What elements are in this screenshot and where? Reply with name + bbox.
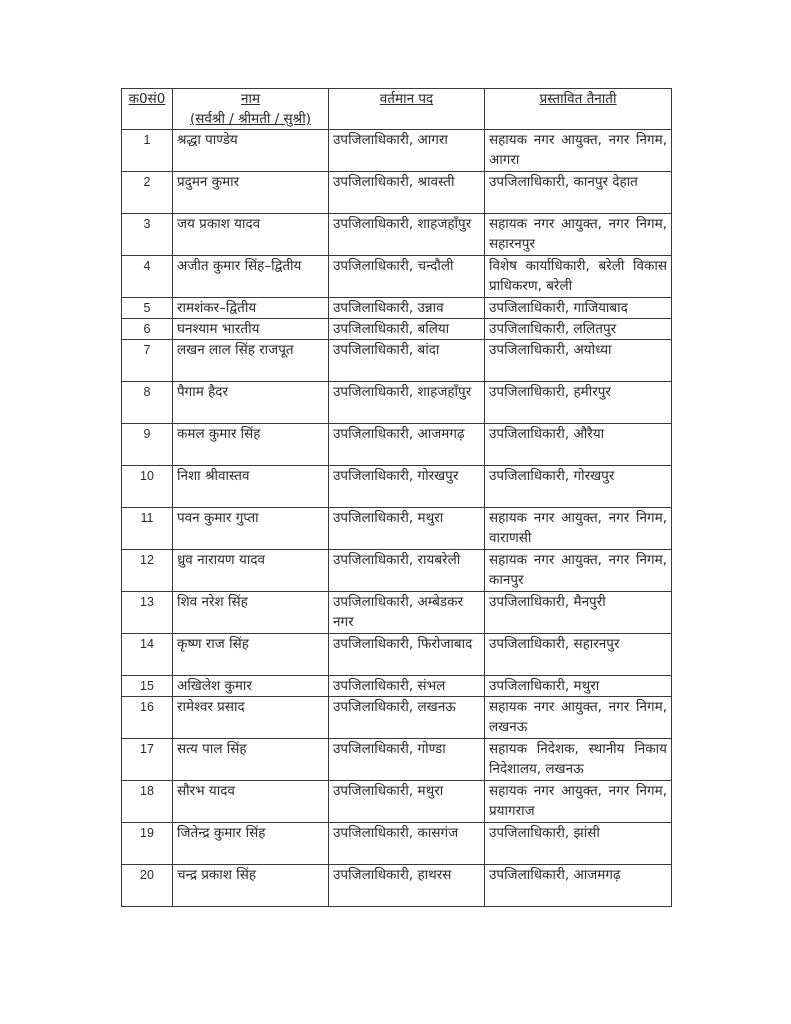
current-post-cell: उपजिलाधिकारी, शाहजहाँपुर xyxy=(329,214,485,256)
name-cell: श्रद्धा पाण्डेय xyxy=(173,130,329,172)
name-cell: निशा श्रीवास्तव xyxy=(173,466,329,508)
name-cell: कृष्ण राज सिंह xyxy=(173,634,329,676)
current-post-cell: उपजिलाधिकारी, चन्दौली xyxy=(329,256,485,298)
serial-cell: 3 xyxy=(122,214,173,256)
current-post-cell: उपजिलाधिकारी, अम्बेडकर नगर xyxy=(329,592,485,634)
proposed-posting-cell: उपजिलाधिकारी, मैनपुरी xyxy=(485,592,672,634)
table-row xyxy=(122,340,672,382)
current-post-cell: उपजिलाधिकारी, बलिया xyxy=(329,319,485,340)
proposed-posting-cell: उपजिलाधिकारी, आजमगढ़ xyxy=(485,865,672,907)
table-row xyxy=(122,130,672,172)
current-post-cell: उपजिलाधिकारी, शाहजहाँपुर xyxy=(329,382,485,424)
name-cell: रामेश्वर प्रसाद xyxy=(173,697,329,739)
serial-cell: 1 xyxy=(122,130,173,172)
serial-cell: 18 xyxy=(122,781,173,823)
name-cell: कमल कुमार सिंह xyxy=(173,424,329,466)
current-post-cell: उपजिलाधिकारी, रायबरेली xyxy=(329,550,485,592)
header-current-post: वर्तमान पद xyxy=(329,89,485,130)
serial-cell: 13 xyxy=(122,592,173,634)
table-row xyxy=(122,424,672,466)
current-post-cell: उपजिलाधिकारी, आजमगढ़ xyxy=(329,424,485,466)
serial-cell: 17 xyxy=(122,739,173,781)
table-row xyxy=(122,466,672,508)
name-cell: शिव नरेश सिंह xyxy=(173,592,329,634)
header-row xyxy=(122,89,672,130)
table-row xyxy=(122,382,672,424)
proposed-posting-cell: उपजिलाधिकारी, हमीरपुर xyxy=(485,382,672,424)
serial-cell: 19 xyxy=(122,823,173,865)
name-cell: लखन लाल सिंह राजपूत xyxy=(173,340,329,382)
serial-cell: 16 xyxy=(122,697,173,739)
serial-cell: 15 xyxy=(122,676,173,697)
serial-cell: 9 xyxy=(122,424,173,466)
proposed-posting-cell: उपजिलाधिकारी, कानपुर देहात xyxy=(485,172,672,214)
current-post-cell: उपजिलाधिकारी, हाथरस xyxy=(329,865,485,907)
name-cell: जितेन्द्र कुमार सिंह xyxy=(173,823,329,865)
proposed-posting-cell: सहायक निदेशक, स्थानीय निकाय निदेशालय, लखनऊ xyxy=(485,739,672,781)
proposed-posting-cell: उपजिलाधिकारी, गोरखपुर xyxy=(485,466,672,508)
current-post-cell: उपजिलाधिकारी, संभल xyxy=(329,676,485,697)
name-cell: चन्द्र प्रकाश सिंह xyxy=(173,865,329,907)
name-cell: ध्रुव नारायण यादव xyxy=(173,550,329,592)
current-post-cell: उपजिलाधिकारी, उन्नाव xyxy=(329,298,485,319)
proposed-posting-cell: सहायक नगर आयुक्त, नगर निगम, प्रयागराज xyxy=(485,781,672,823)
serial-cell: 20 xyxy=(122,865,173,907)
serial-cell: 6 xyxy=(122,319,173,340)
name-cell: जय प्रकाश यादव xyxy=(173,214,329,256)
serial-cell: 14 xyxy=(122,634,173,676)
serial-cell: 5 xyxy=(122,298,173,319)
table-row xyxy=(122,634,672,676)
current-post-cell: उपजिलाधिकारी, कासगंज xyxy=(329,823,485,865)
current-post-cell: उपजिलाधिकारी, मथुरा xyxy=(329,781,485,823)
proposed-posting-cell: सहायक नगर आयुक्त, नगर निगम, कानपुर xyxy=(485,550,672,592)
name-cell: अजीत कुमार सिंह–द्वितीय xyxy=(173,256,329,298)
table-row xyxy=(122,298,672,319)
table-row xyxy=(122,739,672,781)
proposed-posting-cell: उपजिलाधिकारी, मथुरा xyxy=(485,676,672,697)
proposed-posting-cell: विशेष कार्याधिकारी, बरेली विकास प्राधिकरण, बरेली xyxy=(485,256,672,298)
serial-cell: 11 xyxy=(122,508,173,550)
table-row xyxy=(122,781,672,823)
current-post-cell: उपजिलाधिकारी, गोरखपुर xyxy=(329,466,485,508)
current-post-cell: उपजिलाधिकारी, श्रावस्ती xyxy=(329,172,485,214)
header-serial: क0सं0 xyxy=(122,89,173,130)
proposed-posting-cell: उपजिलाधिकारी, अयोध्या xyxy=(485,340,672,382)
proposed-posting-cell: उपजिलाधिकारी, झांसी xyxy=(485,823,672,865)
name-cell: सौरभ यादव xyxy=(173,781,329,823)
current-post-cell: उपजिलाधिकारी, गोण्डा xyxy=(329,739,485,781)
proposed-posting-cell: सहायक नगर आयुक्त, नगर निगम, वाराणसी xyxy=(485,508,672,550)
proposed-posting-cell: उपजिलाधिकारी, ललितपुर xyxy=(485,319,672,340)
table-row xyxy=(122,319,672,340)
name-cell: घनश्याम भारतीय xyxy=(173,319,329,340)
name-cell: प्रदुमन कुमार xyxy=(173,172,329,214)
table-row xyxy=(122,676,672,697)
serial-cell: 2 xyxy=(122,172,173,214)
proposed-posting-cell: उपजिलाधिकारी, गाजियाबाद xyxy=(485,298,672,319)
name-cell: अखिलेश कुमार xyxy=(173,676,329,697)
table-row xyxy=(122,214,672,256)
proposed-posting-cell: सहायक नगर आयुक्त, नगर निगम, लखनऊ xyxy=(485,697,672,739)
name-cell: रामशंकर–द्वितीय xyxy=(173,298,329,319)
name-cell: पवन कुमार गुप्ता xyxy=(173,508,329,550)
current-post-cell: उपजिलाधिकारी, लखनऊ xyxy=(329,697,485,739)
proposed-posting-cell: सहायक नगर आयुक्त, नगर निगम, सहारनपुर xyxy=(485,214,672,256)
transfer-table xyxy=(121,88,672,907)
proposed-posting-cell: उपजिलाधिकारी, औरैया xyxy=(485,424,672,466)
serial-cell: 8 xyxy=(122,382,173,424)
proposed-posting-cell: उपजिलाधिकारी, सहारनपुर xyxy=(485,634,672,676)
serial-cell: 7 xyxy=(122,340,173,382)
table-row xyxy=(122,550,672,592)
table-row xyxy=(122,172,672,214)
current-post-cell: उपजिलाधिकारी, फिरोजाबाद xyxy=(329,634,485,676)
serial-cell: 4 xyxy=(122,256,173,298)
table-row xyxy=(122,865,672,907)
table-row xyxy=(122,592,672,634)
proposed-posting-cell: सहायक नगर आयुक्त, नगर निगम, आगरा xyxy=(485,130,672,172)
serial-cell: 10 xyxy=(122,466,173,508)
table-body xyxy=(122,130,672,907)
name-cell: पैगाम हैदर xyxy=(173,382,329,424)
current-post-cell: उपजिलाधिकारी, आगरा xyxy=(329,130,485,172)
table-row xyxy=(122,697,672,739)
table-row xyxy=(122,256,672,298)
current-post-cell: उपजिलाधिकारी, बांदा xyxy=(329,340,485,382)
serial-cell: 12 xyxy=(122,550,173,592)
table-row xyxy=(122,823,672,865)
header-name: नाम (सर्वश्री / श्रीमती / सुश्री) xyxy=(173,89,329,130)
table-row xyxy=(122,508,672,550)
current-post-cell: उपजिलाधिकारी, मथुरा xyxy=(329,508,485,550)
header-proposed-posting: प्रस्तावित तैनाती xyxy=(485,89,672,130)
name-cell: सत्य पाल सिंह xyxy=(173,739,329,781)
